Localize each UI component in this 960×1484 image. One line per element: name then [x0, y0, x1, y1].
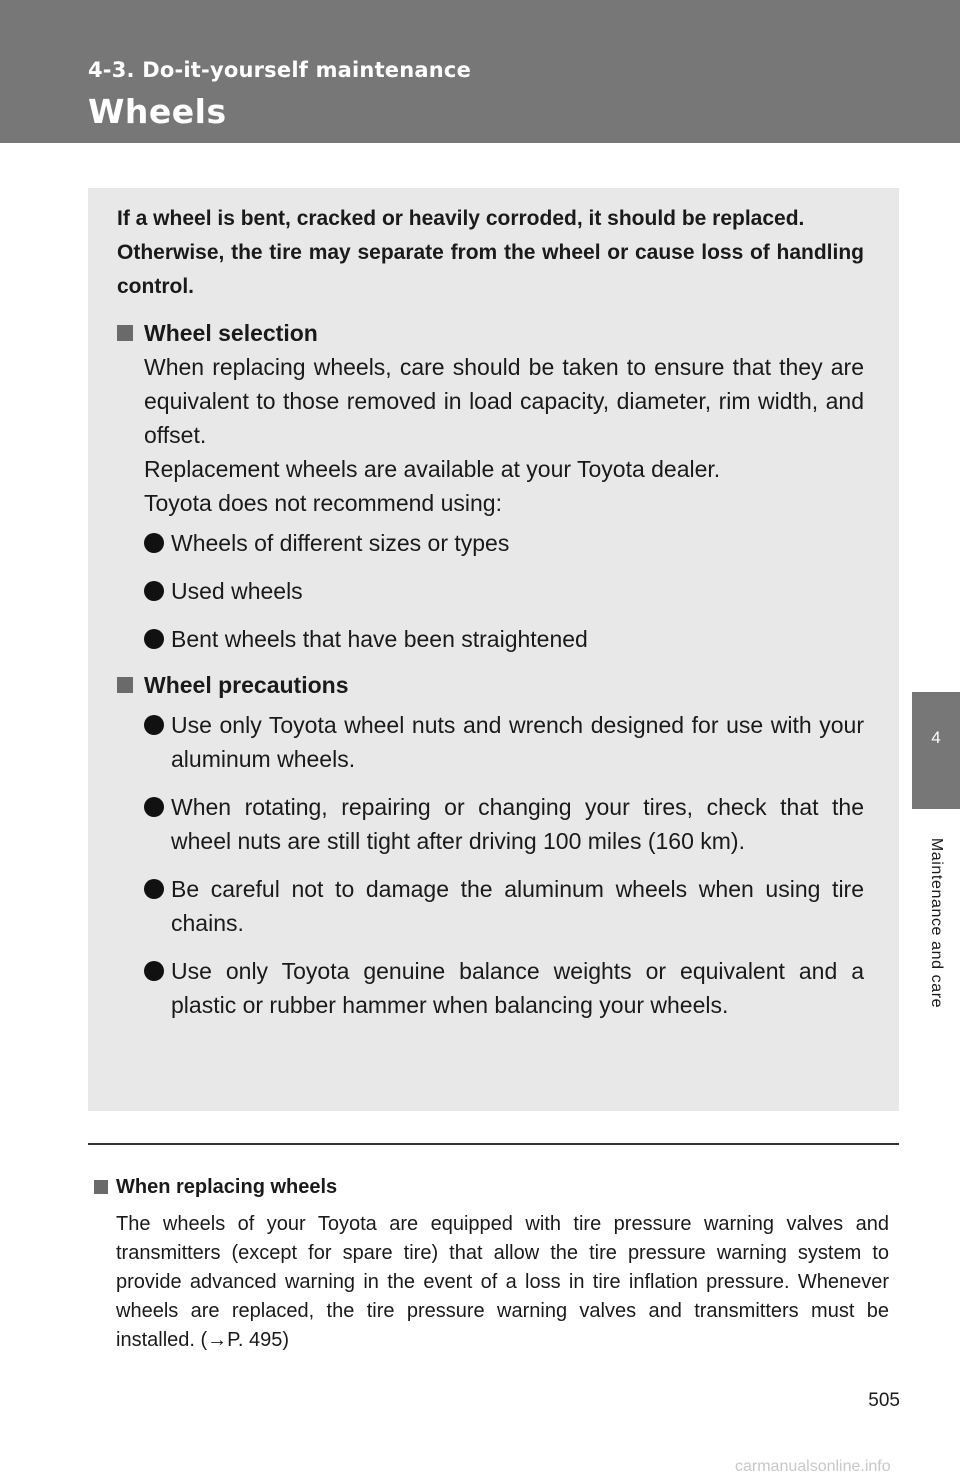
wheel-selection-paragraph-1: When replacing wheels, care should be taken to ensure that they are equivalent to those removed in load capacity, diameter, rim width, and offset.: [144, 354, 864, 448]
wheel-precautions-heading: [117, 668, 864, 702]
square-bullet-icon: [94, 1180, 108, 1194]
chapter-tab: [912, 692, 960, 809]
intro-text-1: If a wheel is bent, cracked or heavily corroded, it should be replaced.: [117, 207, 805, 230]
caution-panel: [88, 188, 899, 1111]
bullet-dot-icon: [144, 533, 164, 553]
wheel-selection-lead: Toyota does not recommend using:: [144, 490, 502, 516]
note-body: The wheels of your Toyota are equipped with tire pressure warning valves and transmitters (except for spare tire) that allow the tire pressure warning system to provide advanced warning in the event of a loss in tire inflation pressure. Whenever wheels are replaced, the tire pressure warning valves and transmitters must be installed. (→P. 495): [116, 1213, 889, 1351]
bullet-dot-icon: [144, 797, 164, 817]
section-label: 4-3. Do-it-yourself maintenance: [88, 58, 472, 82]
wheel-precautions-heading-text: Wheel precautions: [144, 672, 349, 698]
list-item-text: Use only Toyota wheel nuts and wrench designed for use with your aluminum wheels.: [171, 712, 864, 772]
bullet-dot-icon: [144, 629, 164, 649]
bullet-dot-icon: [144, 581, 164, 601]
list-item-text: Bent wheels that have been straightened: [171, 626, 588, 652]
intro-text-2: Otherwise, the tire may separate from the wheel or cause loss of handling control.: [117, 241, 864, 298]
wheel-selection-heading-text: Wheel selection: [144, 320, 318, 346]
list-item: [117, 954, 864, 1022]
info-note: [88, 1172, 889, 1355]
wheel-selection-paragraph-2: Replacement wheels are available at your Toyota dealer.: [144, 456, 721, 482]
list-item-text: Used wheels: [171, 578, 303, 604]
list-item: [117, 790, 864, 858]
bullet-dot-icon: [144, 961, 164, 981]
chapter-number: 4: [931, 728, 941, 747]
watermark: carmanualsonline.info: [735, 1458, 891, 1475]
list-item: [117, 872, 864, 940]
divider: [88, 1143, 899, 1145]
note-heading-text: When replacing wheels: [116, 1176, 338, 1198]
wheel-selection-heading: [117, 316, 864, 350]
note-heading: [88, 1172, 889, 1202]
chapter-label: Maintenance and care: [928, 837, 945, 1009]
header-bar: [0, 0, 960, 143]
page-title: Wheels: [88, 92, 227, 131]
bullet-dot-icon: [144, 879, 164, 899]
list-item: [117, 622, 864, 656]
list-item-text: When rotating, repairing or changing your tires, check that the wheel nuts are still tight after driving 100 miles (160 km).: [171, 794, 864, 854]
list-item-text: Be careful not to damage the aluminum wheels when using tire chains.: [171, 876, 864, 936]
list-item-text: Wheels of different sizes or types: [171, 530, 510, 556]
list-item: [117, 708, 864, 776]
page-number: 505: [868, 1390, 900, 1411]
list-item-text: Use only Toyota genuine balance weights or equivalent and a plastic or rubber hammer when balancing your wheels.: [171, 958, 864, 1018]
bullet-dot-icon: [144, 715, 164, 735]
list-item: [117, 574, 864, 608]
square-bullet-icon: [117, 325, 133, 341]
list-item: [117, 526, 864, 560]
square-bullet-icon: [117, 677, 133, 693]
